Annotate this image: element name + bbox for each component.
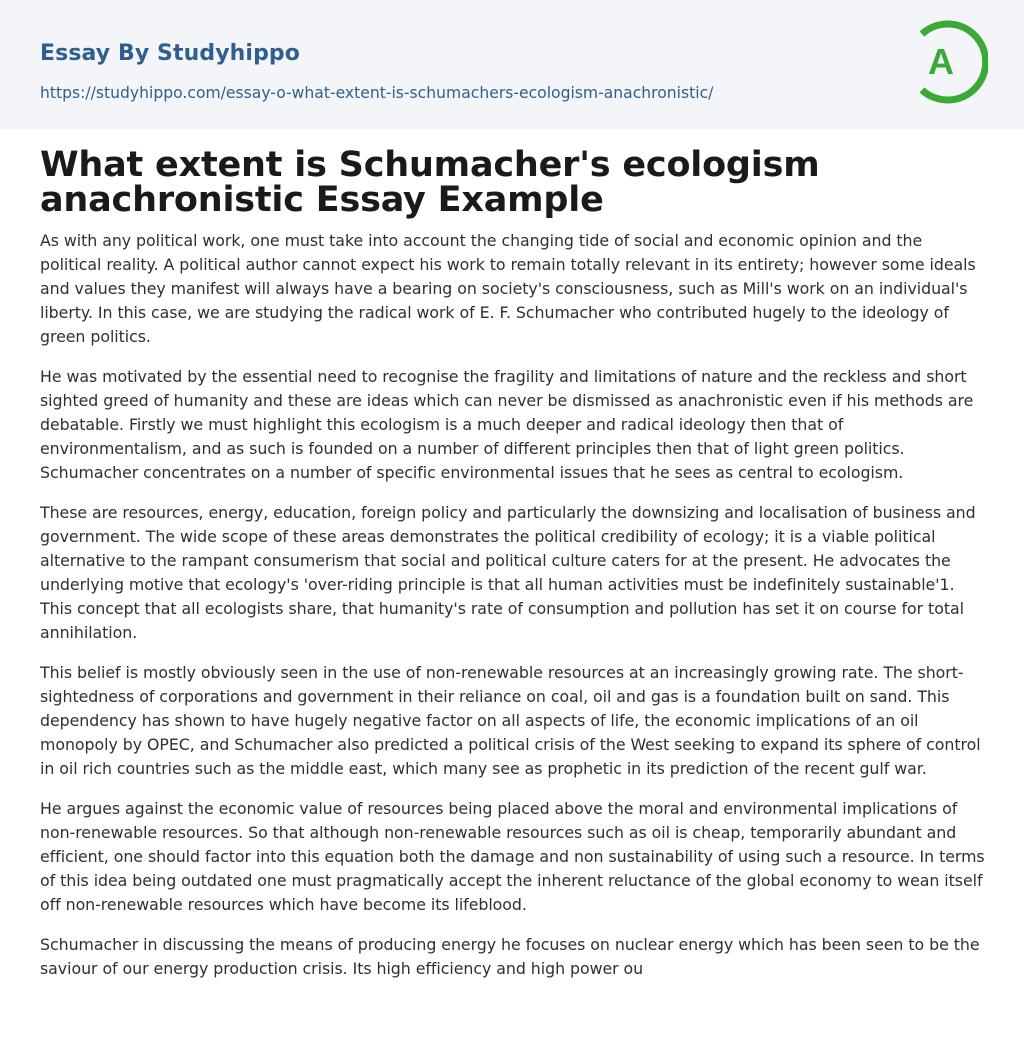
essay-paragraph: He argues against the economic value of resources being placed above the moral and environmental implications of non-renewable resources. So that although non-renewable resources such as oil is cheap, temporarily abundant and efficient, one should factor into this equation both the damage and non sustainability of using such a resource. In terms of this idea being outdated one must pragmatically accept the inherent reluctance of the global economy to wean itself off non-renewable resources which have become its lifeblood. [40,799,985,914]
essay-paragraph: As with any political work, one must take into account the changing tide of social and economic opinion and the political reality. A political author cannot expect his work to remain totally relevant in its entirety; however some ideals and values they manifest will always have a bearing on society's consciousness, such as Mill's work on an individual's liberty. In this case, we are studying the radical work of E. F. Schumacher who contributed hugely to the ideology of green politics. [40,231,976,346]
essay-body [40,229,988,997]
essay-paragraph: This belief is mostly obviously seen in the use of non-renewable resources at an increasingly growing rate. The short-sightedness of corporations and government in their reliance on coal, oil and gas is a foundation built on sand. This dependency has shown to have hugely negative factor on all aspects of life, the economic implications of an oil monopoly by OPEC, and Schumacher also predicted a political crisis of the West seeking to expand its sphere of control in oil rich countries such as the middle east, which many see as prophetic in its prediction of the recent gulf war. [40,663,981,778]
site-brand[interactable]: Essay By Studyhippo [40,41,300,66]
essay-paragraph: Schumacher in discussing the means of producing energy he focuses on nuclear energy which has been seen to be the saviour of our energy production crisis. Its high efficiency and high power ou [40,935,980,978]
logo-letter: A [928,41,954,82]
essay-paragraph: These are resources, energy, education, foreign policy and particularly the downsizing and localisation of business and government. The wide scope of these areas demonstrates the political credibility of ecology; it is a viable political alternative to the rampant consumerism that social and political culture caters for at the present. He advocates the underlying motive that ecology's 'over-riding principle is that all human activities must be indefinitely sustainable'1. This concept that all ecologists share, that humanity's rate of consumption and pollution has set it on course for total annihilation. [40,503,976,642]
essay-paragraph: He was motivated by the essential need to recognise the fragility and limitations of nature and the reckless and short sighted greed of humanity and these are ideas which can never be dismissed as anachronistic even if his methods are debatable. Firstly we must highlight this ecologism is a much deeper and radical ideology then that of environmentalism, and as such is founded on a number of different principles then that of light green politics. Schumacher concentrates on a number of specific environmental issues that he sees as central to ecologism. [40,367,974,482]
essay-url-link[interactable]: https://studyhippo.com/essay-o-what-extent-is-schumachers-ecologism-anachronistic/ [40,84,714,102]
essay-title: What extent is Schumacher's ecologism anachronistic Essay Example [40,145,820,220]
